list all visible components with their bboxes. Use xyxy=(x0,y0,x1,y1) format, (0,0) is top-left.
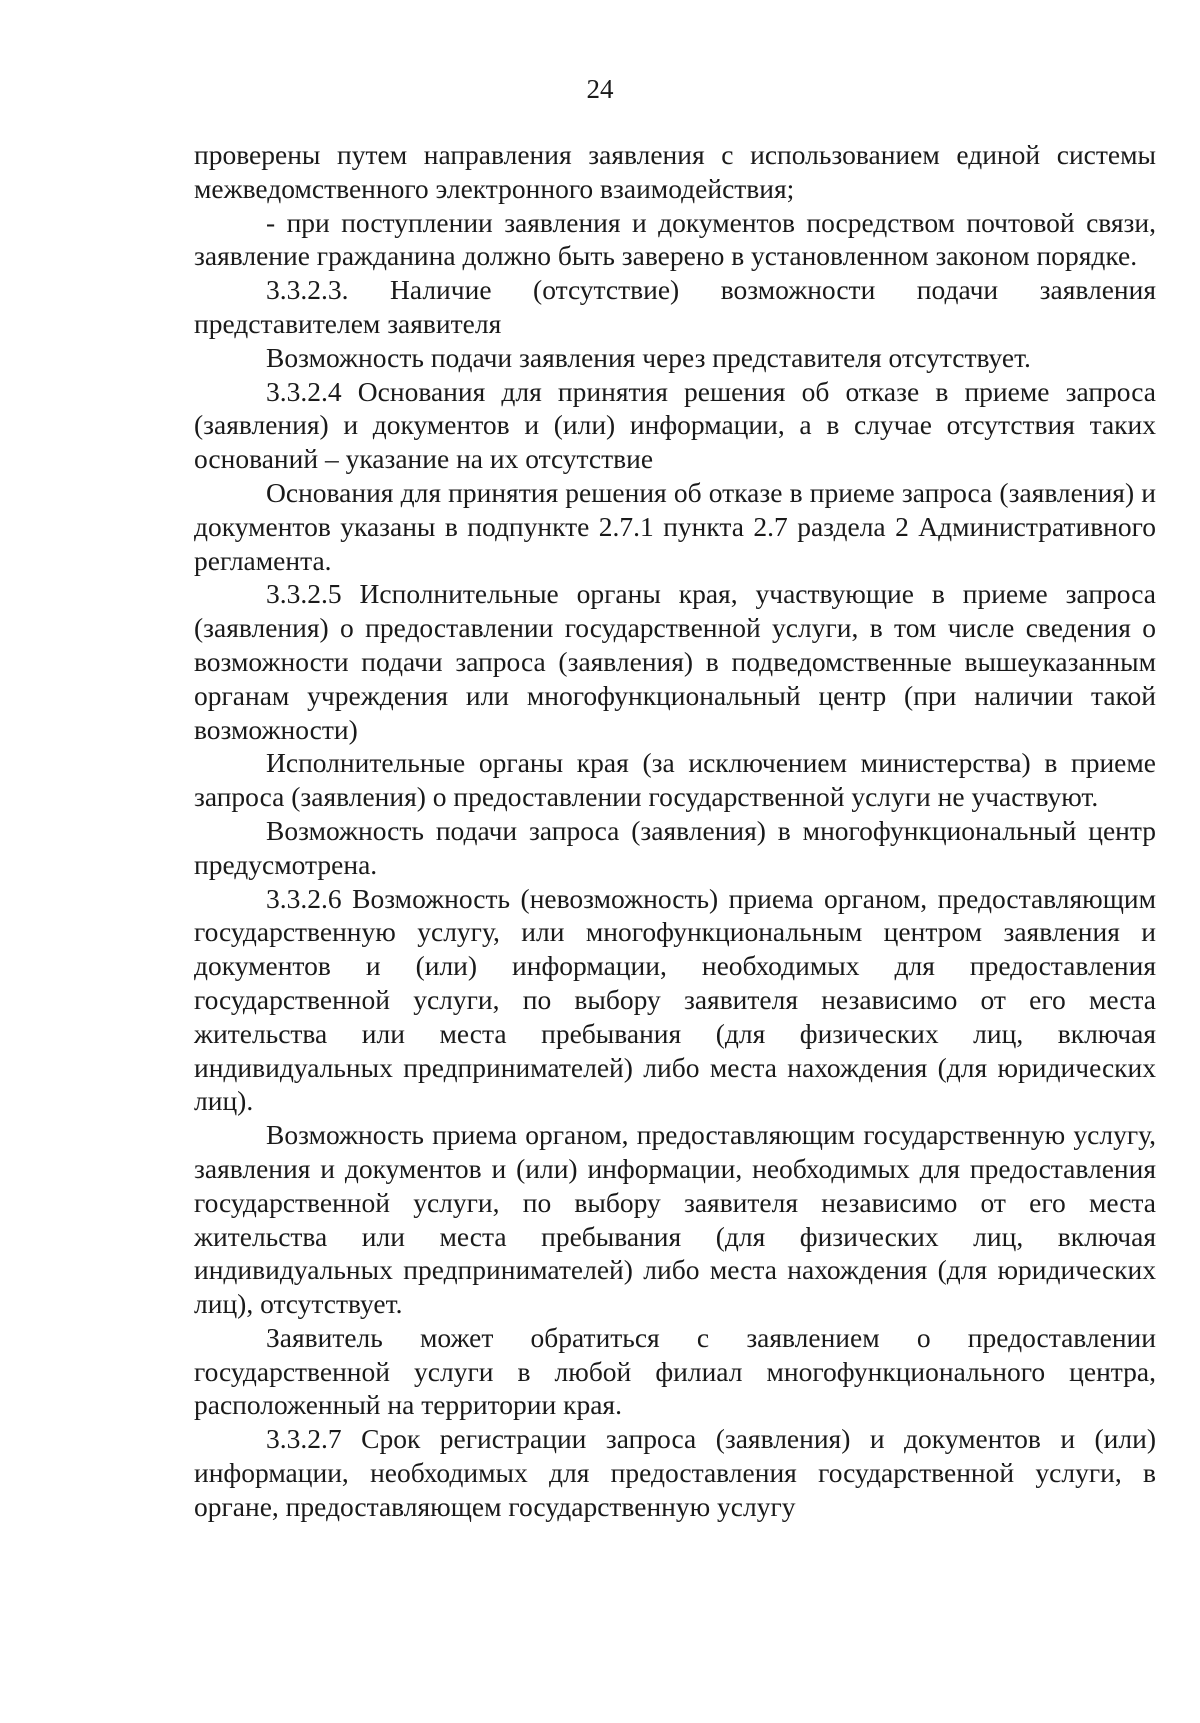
paragraph-3-3-2-6-heading: 3.3.2.6 Возможность (невозможность) приема органом, предоставляющим государственную услугу, или многофункциональным центром заявления и документов и (или) информации, необходимых для предоставления государственной услуги, по выбору заявителя независимо от его места жительства или места пребывания (для физических лиц, включая индивидуальных предпринимателей) либо места нахождения (для юридических лиц). xyxy=(194,882,1156,1117)
paragraph-3-3-2-6-applicant: Заявитель может обратиться с заявлением о предоставлении государственной услуги в любой филиал многофункционального центра, расположенный на территории края. xyxy=(194,1321,1156,1421)
paragraph-3-3-2-5-mfc: Возможность подачи запроса (заявления) в многофункциональный центр предусмотрена. xyxy=(194,814,1156,880)
paragraph-continuation: проверены путем направления заявления с использованием единой системы межведомственного электронного взаимодействия; xyxy=(194,139,1156,204)
paragraph-3-3-2-3-heading: 3.3.2.3. Наличие (отсутствие) возможности подачи заявления представителем заявителя xyxy=(194,274,1156,339)
document-body xyxy=(194,138,1156,1524)
paragraph-3-3-2-4-text: Основания для принятия решения об отказе в приеме запроса (заявления) и документов указаны в подпункте 2.7.1 пункта 2.7 раздела 2 Административного регламента. xyxy=(194,476,1156,576)
paragraph-3-3-2-5-text: Исполнительные органы края (за исключением министерства) в приеме запроса (заявления) о предоставлении государственной услуги не участвуют. xyxy=(194,747,1156,813)
paragraph-3-3-2-4-heading: 3.3.2.4 Основания для принятия решения об отказе в приеме запроса (заявления) и документов и (или) информации, а в случае отсутствия таких оснований – указание на их отсутствие xyxy=(194,375,1156,475)
paragraph-3-3-2-3-text: Возможность подачи заявления через представителя отсутствует. xyxy=(266,341,1031,373)
page-number: 24 xyxy=(586,74,614,104)
paragraph-3-3-2-6-text: Возможность приема органом, предоставляющим государственную услугу, заявления и документов и (или) информации, необходимых для предоставления государственной услуги, по выбору заявителя независимо от его места жительства или места пребывания (для физических лиц, включая индивидуальных предпринимателей) либо места нахождения (для юридических лиц), отсутствует. xyxy=(194,1119,1156,1320)
paragraph-3-3-2-7-heading: 3.3.2.7 Срок регистрации запроса (заявления) и документов и (или) информации, необходимых для предоставления государственной услуги, в органе, предоставляющем государственную услугу xyxy=(194,1423,1156,1522)
paragraph-postal-delivery: - при поступлении заявления и документов посредством почтовой связи, заявление гражданина должно быть заверено в установленном законом порядке. xyxy=(194,206,1156,272)
paragraph-3-3-2-5-heading: 3.3.2.5 Исполнительные органы края, участвующие в приеме запроса (заявления) о предоставлении государственной услуги, в том числе сведения о возможности подачи запроса (заявления) в подведомственные вышеуказанным органам учреждения или многофункциональный центр (при наличии такой возможности) xyxy=(194,578,1156,745)
